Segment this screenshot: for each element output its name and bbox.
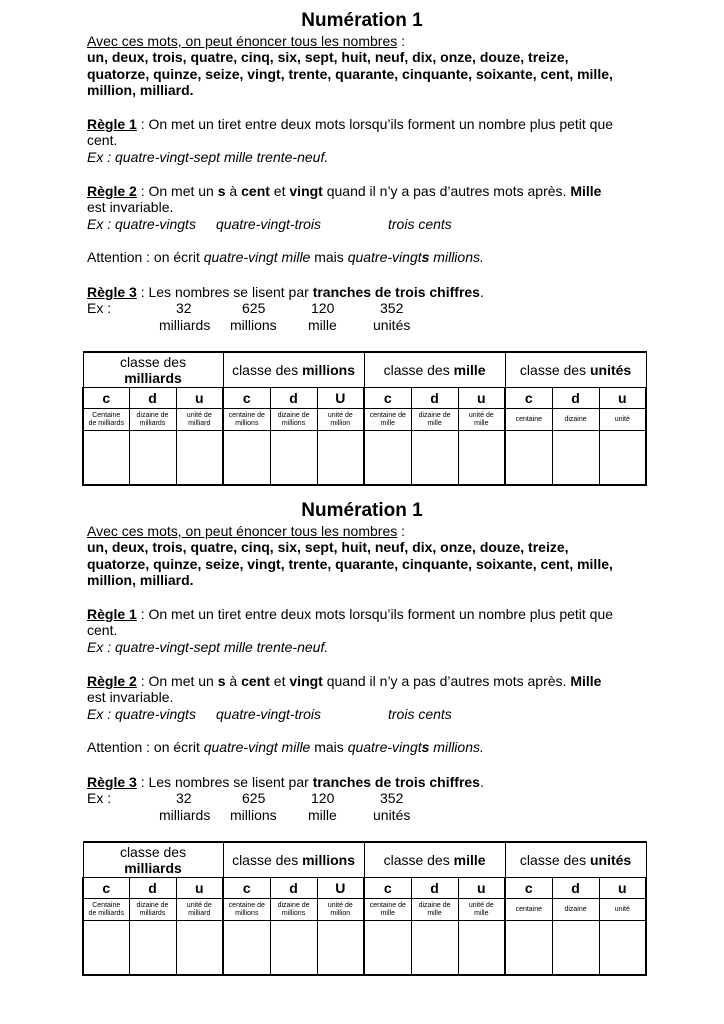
column-letter: d bbox=[411, 388, 458, 409]
column-letter: c bbox=[223, 878, 270, 899]
rule1-example: Ex : quatre-vingt-sept mille trente-neuf. bbox=[87, 149, 329, 165]
subheader-line: unité bbox=[614, 905, 630, 913]
letters-row bbox=[83, 878, 646, 899]
rule3-example-label: Ex : bbox=[87, 790, 112, 806]
empty-cell[interactable] bbox=[458, 921, 505, 976]
example-number: 32 bbox=[176, 300, 192, 316]
subheader-line: millions bbox=[281, 419, 306, 427]
column-subheader bbox=[317, 409, 364, 431]
column-subheader bbox=[411, 409, 458, 431]
rule2-example-2: quatre-vingt-trois bbox=[216, 216, 322, 232]
column-letter: u bbox=[599, 878, 646, 899]
empty-cell[interactable] bbox=[458, 431, 505, 486]
words-line-3: million, milliard. bbox=[87, 82, 194, 98]
rule2-line-2: est invariable. bbox=[87, 199, 174, 215]
subheader-line: milliard bbox=[188, 419, 211, 427]
empty-cell[interactable] bbox=[176, 921, 223, 976]
column-letter: u bbox=[458, 388, 505, 409]
subheader-line: unité de bbox=[186, 901, 212, 909]
sheet-title: Numération 1 bbox=[301, 10, 423, 31]
rule2-example-1: Ex : quatre-vingts bbox=[87, 216, 196, 232]
subheader-line: million bbox=[330, 909, 351, 917]
rule3-line: Règle 3 : Les nombres se lisent par tranches de trois chiffres. bbox=[87, 774, 484, 790]
numeration-table bbox=[82, 841, 647, 976]
class-millions-header: classe des millions bbox=[223, 842, 364, 878]
column-letter: U bbox=[317, 878, 364, 899]
column-letter: u bbox=[176, 388, 223, 409]
subheader-line: dizaine bbox=[564, 415, 587, 423]
column-subheader bbox=[129, 409, 176, 431]
rule2-example-1: Ex : quatre-vingts bbox=[87, 706, 196, 722]
example-unit: mille bbox=[308, 317, 337, 333]
class-milliards-header: classe des milliards bbox=[83, 352, 223, 388]
column-subheader bbox=[176, 899, 223, 921]
column-subheader bbox=[83, 409, 129, 431]
empty-cell[interactable] bbox=[411, 431, 458, 486]
column-subheader bbox=[176, 409, 223, 431]
subheader-line: centaine bbox=[515, 415, 543, 423]
empty-cell[interactable] bbox=[317, 921, 364, 976]
subheader-line: dizaine de bbox=[136, 411, 169, 419]
empty-cell[interactable] bbox=[129, 431, 176, 486]
column-letter: c bbox=[223, 388, 270, 409]
column-subheader bbox=[129, 899, 176, 921]
empty-cell[interactable] bbox=[552, 431, 599, 486]
sheet-1 bbox=[0, 0, 724, 490]
column-letter: d bbox=[129, 878, 176, 899]
empty-row bbox=[83, 921, 646, 976]
subheader-line: dizaine de bbox=[418, 411, 451, 419]
words-line-2: quatorze, quinze, seize, vingt, trente, quarante, cinquante, soixante, cent, mille, bbox=[87, 556, 613, 572]
attention-line: Attention : on écrit quatre-vingt mille mais quatre-vingts millions. bbox=[87, 739, 484, 755]
example-number: 120 bbox=[311, 790, 335, 806]
column-letter: U bbox=[317, 388, 364, 409]
column-letter: u bbox=[599, 388, 646, 409]
example-unit: mille bbox=[308, 807, 337, 823]
empty-cell[interactable] bbox=[364, 921, 411, 976]
rule1-line-1: Règle 1 : On met un tiret entre deux mots lorsqu’ils forment un nombre plus petit que bbox=[87, 116, 614, 132]
column-subheader bbox=[599, 409, 646, 431]
class-millions-header: classe des millions bbox=[223, 352, 364, 388]
column-letter: u bbox=[176, 878, 223, 899]
column-letter: c bbox=[505, 388, 552, 409]
example-number: 625 bbox=[242, 790, 266, 806]
column-letter: d bbox=[129, 388, 176, 409]
column-subheader bbox=[552, 899, 599, 921]
subheader-line: dizaine de bbox=[277, 411, 310, 419]
subheader-line: de milliards bbox=[88, 419, 124, 427]
sheet-2 bbox=[0, 490, 724, 980]
column-letter: d bbox=[270, 878, 317, 899]
empty-cell[interactable] bbox=[552, 921, 599, 976]
empty-cell[interactable] bbox=[599, 921, 646, 976]
rule3-example-label: Ex : bbox=[87, 300, 112, 316]
subheader-line: unité de bbox=[327, 411, 353, 419]
subheader-line: millions bbox=[235, 419, 259, 427]
empty-cell[interactable] bbox=[83, 921, 129, 976]
rule2-line-1: Règle 2 : On met un s à cent et vingt quand il n’y a pas d’autres mots après. Mille bbox=[87, 183, 602, 199]
subheader-line: Centaine bbox=[92, 411, 121, 419]
rule1-line-1: Règle 1 : On met un tiret entre deux mots lorsqu’ils forment un nombre plus petit que bbox=[87, 606, 614, 622]
subheader-row bbox=[83, 409, 646, 431]
class-header-row bbox=[83, 352, 646, 388]
subheader-line: milliard bbox=[188, 909, 211, 917]
column-subheader bbox=[505, 899, 552, 921]
subheader-line: millions bbox=[281, 909, 306, 917]
subheader-line: de milliards bbox=[88, 909, 124, 917]
intro-line: Avec ces mots, on peut énoncer tous les nombres : bbox=[87, 523, 406, 539]
words-line-1: un, deux, trois, quatre, cinq, six, sept, huit, neuf, dix, onze, douze, treize, bbox=[87, 539, 569, 555]
subheader-line: centaine de bbox=[228, 901, 265, 909]
class-unites-header: classe des unités bbox=[505, 842, 646, 878]
column-letter: c bbox=[505, 878, 552, 899]
empty-cell[interactable] bbox=[599, 431, 646, 486]
empty-cell[interactable] bbox=[129, 921, 176, 976]
rule3-line: Règle 3 : Les nombres se lisent par tranches de trois chiffres. bbox=[87, 284, 484, 300]
empty-cell[interactable] bbox=[505, 921, 552, 976]
rule2-line-1: Règle 2 : On met un s à cent et vingt quand il n’y a pas d’autres mots après. Mille bbox=[87, 673, 602, 689]
column-letter: c bbox=[364, 388, 411, 409]
subheader-row bbox=[83, 899, 646, 921]
subheader-line: unité de bbox=[186, 411, 212, 419]
column-subheader bbox=[83, 899, 129, 921]
column-subheader bbox=[599, 899, 646, 921]
column-letter: d bbox=[270, 388, 317, 409]
class-milliards-header: classe des milliards bbox=[83, 842, 223, 878]
column-subheader bbox=[458, 899, 505, 921]
example-number: 352 bbox=[380, 790, 404, 806]
column-subheader bbox=[364, 409, 411, 431]
empty-cell[interactable] bbox=[505, 431, 552, 486]
subheader-line: mille bbox=[380, 909, 395, 917]
subheader-line: Centaine bbox=[92, 901, 121, 909]
subheader-line: million bbox=[330, 419, 351, 427]
column-letter: c bbox=[364, 878, 411, 899]
subheader-line: dizaine de bbox=[277, 901, 310, 909]
column-subheader bbox=[317, 899, 364, 921]
words-line-1: un, deux, trois, quatre, cinq, six, sept, huit, neuf, dix, onze, douze, treize, bbox=[87, 49, 569, 65]
class-unites-header: classe des unités bbox=[505, 352, 646, 388]
subheader-line: mille bbox=[380, 419, 395, 427]
subheader-line: centaine de bbox=[369, 901, 406, 909]
column-subheader bbox=[270, 409, 317, 431]
empty-cell[interactable] bbox=[411, 921, 458, 976]
example-unit: millions bbox=[230, 317, 277, 333]
column-letter: d bbox=[411, 878, 458, 899]
subheader-line: unité de bbox=[468, 411, 494, 419]
empty-cell[interactable] bbox=[223, 431, 270, 486]
class-mille-header: classe des mille bbox=[364, 842, 505, 878]
example-unit: unités bbox=[373, 317, 411, 333]
column-subheader bbox=[364, 899, 411, 921]
sheet-title: Numération 1 bbox=[301, 500, 423, 521]
example-number: 120 bbox=[311, 300, 335, 316]
rule2-line-2: est invariable. bbox=[87, 689, 174, 705]
letters-row bbox=[83, 388, 646, 409]
empty-cell[interactable] bbox=[270, 431, 317, 486]
column-subheader bbox=[223, 409, 270, 431]
empty-cell[interactable] bbox=[176, 431, 223, 486]
empty-cell[interactable] bbox=[270, 921, 317, 976]
subheader-line: dizaine de bbox=[418, 901, 451, 909]
subheader-line: mille bbox=[474, 419, 489, 427]
rule2-example-3: trois cents bbox=[388, 216, 452, 232]
column-subheader bbox=[223, 899, 270, 921]
words-line-2: quatorze, quinze, seize, vingt, trente, quarante, cinquante, soixante, cent, mille, bbox=[87, 66, 613, 82]
subheader-line: mille bbox=[474, 909, 489, 917]
class-header-row bbox=[83, 842, 646, 878]
subheader-line: mille bbox=[427, 909, 442, 917]
subheader-line: millions bbox=[235, 909, 259, 917]
column-subheader bbox=[552, 409, 599, 431]
subheader-line: milliards bbox=[139, 419, 166, 427]
example-unit: milliards bbox=[159, 807, 211, 823]
class-mille-header: classe des mille bbox=[364, 352, 505, 388]
column-subheader bbox=[411, 899, 458, 921]
subheader-line: dizaine de bbox=[136, 901, 169, 909]
column-letter: d bbox=[552, 388, 599, 409]
example-number: 625 bbox=[242, 300, 266, 316]
example-unit: millions bbox=[230, 807, 277, 823]
subheader-line: centaine de bbox=[369, 411, 406, 419]
column-letter: c bbox=[83, 878, 129, 899]
empty-cell[interactable] bbox=[364, 431, 411, 486]
subheader-line: mille bbox=[427, 419, 442, 427]
example-unit: unités bbox=[373, 807, 411, 823]
empty-cell[interactable] bbox=[223, 921, 270, 976]
empty-row bbox=[83, 431, 646, 486]
subheader-line: centaine de bbox=[228, 411, 265, 419]
subheader-line: milliards bbox=[139, 909, 166, 917]
intro-line: Avec ces mots, on peut énoncer tous les nombres : bbox=[87, 33, 406, 49]
rule1-line-2: cent. bbox=[87, 132, 118, 148]
subheader-line: centaine bbox=[515, 905, 543, 913]
column-letter: d bbox=[552, 878, 599, 899]
subheader-line: unité bbox=[614, 415, 630, 423]
column-letter: c bbox=[83, 388, 129, 409]
example-unit: milliards bbox=[159, 317, 211, 333]
subheader-line: unité de bbox=[468, 901, 494, 909]
column-letter: u bbox=[458, 878, 505, 899]
column-subheader bbox=[505, 409, 552, 431]
empty-cell[interactable] bbox=[83, 431, 129, 486]
column-subheader bbox=[270, 899, 317, 921]
column-subheader bbox=[458, 409, 505, 431]
empty-cell[interactable] bbox=[317, 431, 364, 486]
attention-line: Attention : on écrit quatre-vingt mille mais quatre-vingts millions. bbox=[87, 249, 484, 265]
words-line-3: million, milliard. bbox=[87, 572, 194, 588]
subheader-line: dizaine bbox=[564, 905, 587, 913]
numeration-table bbox=[82, 351, 647, 486]
rule2-example-3: trois cents bbox=[388, 706, 452, 722]
rule2-example-2: quatre-vingt-trois bbox=[216, 706, 322, 722]
rule1-example: Ex : quatre-vingt-sept mille trente-neuf. bbox=[87, 639, 329, 655]
rule1-line-2: cent. bbox=[87, 622, 118, 638]
example-number: 32 bbox=[176, 790, 192, 806]
subheader-line: unité de bbox=[327, 901, 353, 909]
example-number: 352 bbox=[380, 300, 404, 316]
